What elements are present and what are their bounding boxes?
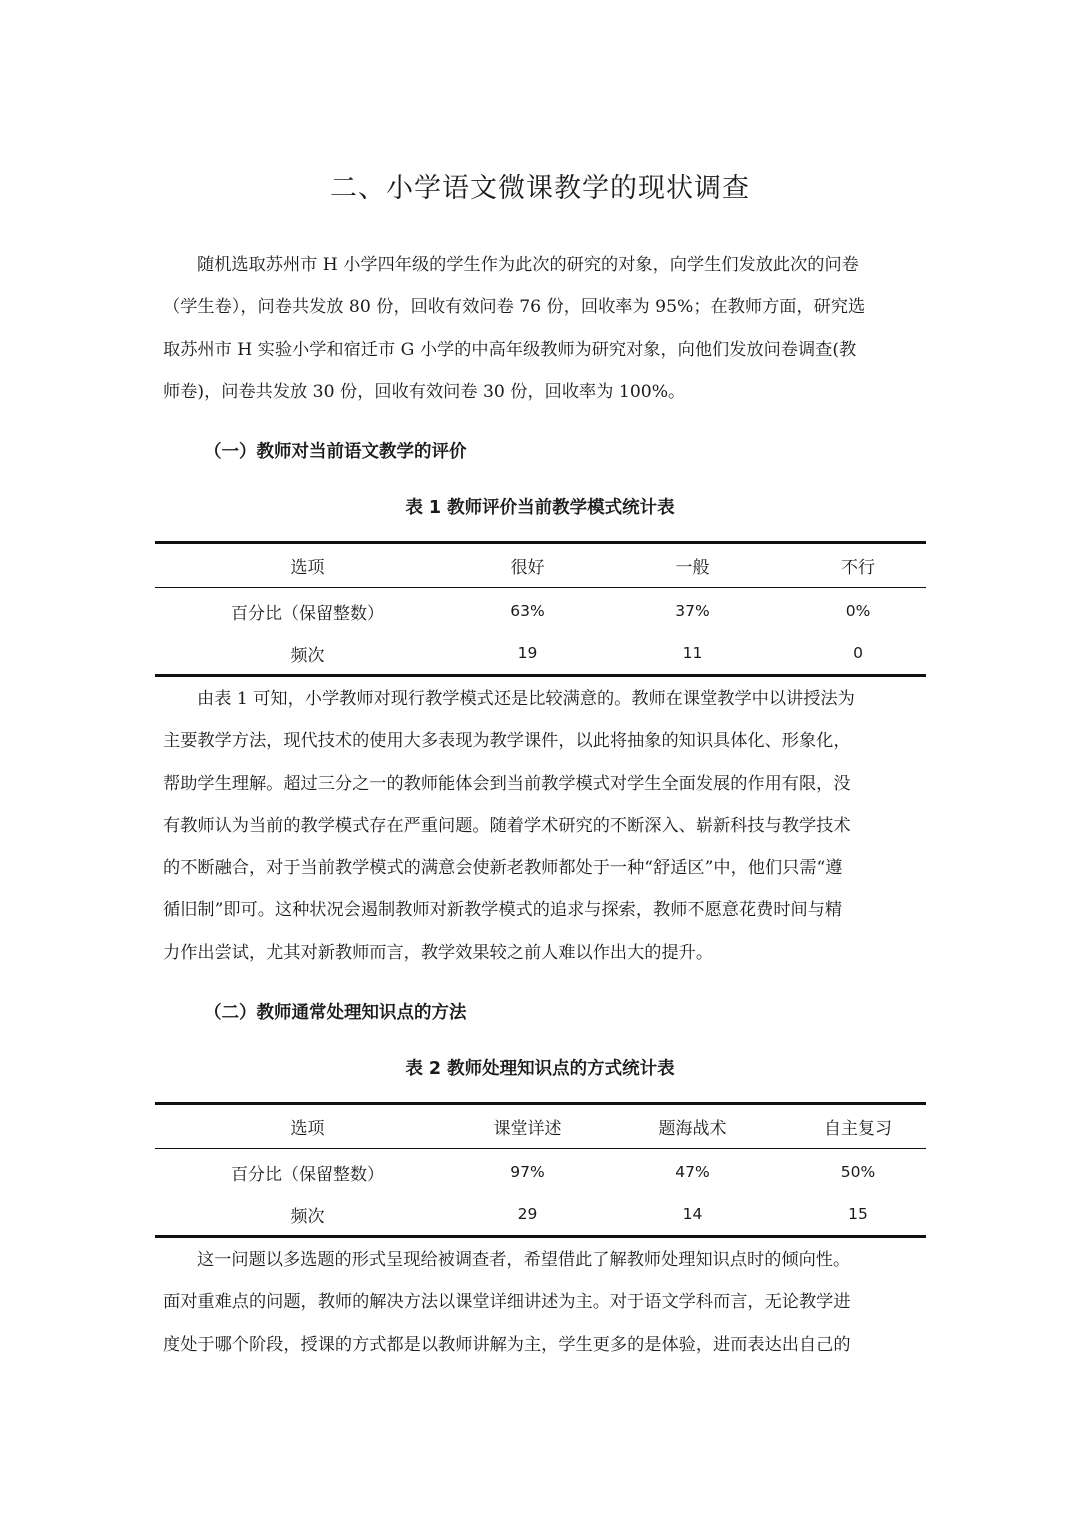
analysis-paragraph-1 xyxy=(163,678,918,974)
paragraph-line: 取苏州市 H 实验小学和宿迁市 G 小学的中高年级教师为研究对象，向他们发放问卷调查(教 xyxy=(163,339,857,360)
table-cell: 50% xyxy=(840,1163,876,1181)
header-cell: 课堂详述 xyxy=(460,1104,595,1149)
table-caption-2: 表 2 教师处理知识点的方式统计表 xyxy=(405,1059,675,1079)
header-cell: 自主复习 xyxy=(790,1104,926,1149)
paragraph-line: 度处于哪个阶段，授课的方式都是以教师讲解为主，学生更多的是体验，进而表达出自己的 xyxy=(163,1334,851,1355)
table-header-row xyxy=(155,1104,926,1149)
paragraph-line: 力作出尝试，尤其对新教师而言，教学效果较之前人难以作出大的提升。 xyxy=(163,942,714,963)
table-row xyxy=(155,1193,926,1237)
paragraph-line: 由表 1 可知，小学教师对现行教学模式还是比较满意的。教师在课堂教学中以讲授法为 xyxy=(197,689,855,709)
table-row xyxy=(155,1149,926,1194)
table-cell: 63% xyxy=(510,602,545,620)
section-title: 二、小学语文微课教学的现状调查 xyxy=(330,173,750,204)
header-cell: 一般 xyxy=(595,543,790,588)
row-label: 频次 xyxy=(155,632,460,676)
table-row xyxy=(155,588,926,633)
table-1 xyxy=(155,541,926,677)
header-cell: 题海战术 xyxy=(595,1104,790,1149)
row-label: 百分比（保留整数） xyxy=(231,1164,384,1185)
subsection-heading-1: （一）教师对当前语文教学的评价 xyxy=(204,442,467,462)
table-row xyxy=(155,632,926,676)
paragraph-line: 有教师认为当前的教学模式存在严重问题。随着学术研究的不断深入、崭新科技与教学技术 xyxy=(163,815,851,836)
paragraph-line: 主要教学方法，现代技术的使用大多表现为教学课件，以此将抽象的知识具体化、形象化， xyxy=(163,731,851,752)
paragraph-line: 随机选取苏州市 H 小学四年级的学生作为此次的研究的对象，向学生们发放此次的问卷 xyxy=(197,255,859,275)
intro-paragraph xyxy=(163,244,918,413)
paragraph-line: 面对重难点的问题，教师的解决方法以课堂详细讲述为主。对于语文学科而言，无论教学进 xyxy=(163,1292,851,1313)
paragraph-line: 师卷)，问卷共发放 30 份，回收有效问卷 30 份，回收率为 100%。 xyxy=(163,381,686,402)
table-cell: 97% xyxy=(510,1163,545,1181)
paragraph-line: 循旧制”即可。这种状况会遏制教师对新教学模式的追求与探索，教师不愿意花费时间与精 xyxy=(163,900,843,921)
table-cell: 14 xyxy=(595,1193,790,1237)
header-cell: 不行 xyxy=(790,543,926,588)
table-cell: 47% xyxy=(675,1163,710,1181)
table-cell: 15 xyxy=(790,1193,926,1237)
paragraph-line: （学生卷），问卷共发放 80 份，回收有效问卷 76 份，回收率为 95%；在教师方面，研究选 xyxy=(163,297,866,318)
analysis-paragraph-2 xyxy=(163,1239,918,1366)
table-2 xyxy=(155,1102,926,1238)
row-label: 百分比（保留整数） xyxy=(231,603,384,624)
table-caption-1: 表 1 教师评价当前教学模式统计表 xyxy=(405,498,675,518)
header-cell: 很好 xyxy=(460,543,595,588)
table-cell: 0 xyxy=(790,632,926,676)
table-cell: 19 xyxy=(460,632,595,676)
table-header-row xyxy=(155,543,926,588)
row-label: 频次 xyxy=(155,1193,460,1237)
paragraph-line: 的不断融合，对于当前教学模式的满意会使新老教师都处于一种“舒适区”中，他们只需“遵 xyxy=(163,858,843,879)
paragraph-line: 帮助学生理解。超过三分之一的教师能体会到当前教学模式对学生全面发展的作用有限，没 xyxy=(163,773,851,794)
header-cell: 选项 xyxy=(155,543,460,588)
header-cell: 选项 xyxy=(155,1104,460,1149)
table-cell: 29 xyxy=(460,1193,595,1237)
table-cell: 0% xyxy=(845,602,871,620)
table-cell: 11 xyxy=(595,632,790,676)
paragraph-line: 这一问题以多选题的形式呈现给被调查者，希望借此了解教师处理知识点时的倾向性。 xyxy=(197,1250,851,1270)
subsection-heading-2: （二）教师通常处理知识点的方法 xyxy=(204,1003,467,1023)
table-cell: 37% xyxy=(675,602,710,620)
